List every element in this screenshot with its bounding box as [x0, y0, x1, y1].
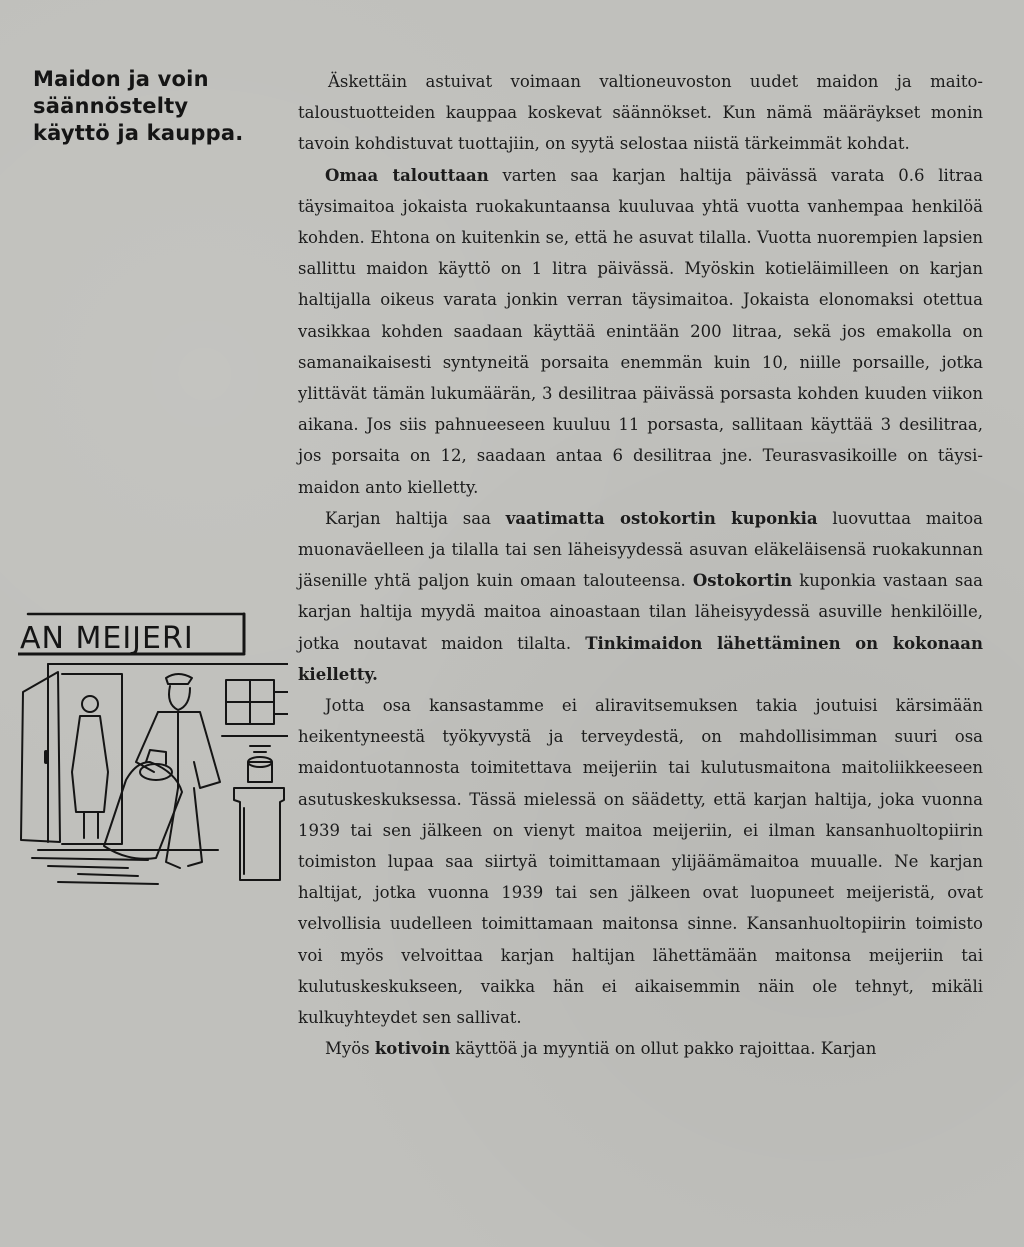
dairy-illustration: [18, 612, 288, 890]
article-body: [298, 66, 983, 1065]
emphasized-text: vaatimatta ostokortin kuponkia: [505, 508, 818, 528]
paragraph-text: varten saa karjan haltija päivässä varata 0.6 litraa täysimaitoa jokaista ruokakuntaansa kuuluvaa yhtä vuotta vanhempaa henkilöä kohden. Ehtona on kuitenkin se, että he asuvat tilalla. Vuotta nuorempien lapsien sallittu maidon käyttö on 1 litra päivässä. Myöskin kotieläimilleen on karjan haltijalla oikeus varata jonkin verran täysimaitoa. Jokaista elonomaksi otettua vasikkaa kohden saadaan käyttää enintään 200 litraa, sekä jos emakolla on samanaikaisesti syntyneitä porsaita enemmän kuin 10, niille porsaille, jotka ylittävät tämän lukumäärän, 3 desilitraa päivässä porsasta kohden kuuden viikon aikana. Jos siis pahnueeseen kuuluu 11 porsasta, sallitaan käyttää 3 desilitraa, jos porsaita on 12, saadaan antaa 6 desilitraa jne. Teurasvasikoille on täysimaidon anto kielletty.: [298, 165, 983, 497]
article-paragraph: [298, 503, 983, 690]
emphasized-text: Omaa talouttaan: [325, 165, 489, 185]
heading-line-1: Maidon ja voin: [33, 67, 209, 91]
side-heading: [33, 66, 283, 147]
emphasized-text: Tinkimaidon lähettäminen on kokonaan kielletty.: [298, 633, 983, 684]
paragraph-text: Äskettäin astuivat voimaan valtioneuvoston uudet maidon ja maitotaloustuotteiden kauppaa koskevat säännökset. Kun nämä määräykset monin tavoin kohdistuvat tuottajiin, on syytä selostaa niistä tärkeimmät kohdat.: [298, 72, 983, 154]
emphasized-text: Ostokortin: [692, 571, 793, 591]
paragraph-text: Myös: [325, 1039, 375, 1059]
paragraph-text: Jotta osa kansastamme ei aliravitsemuksen takia joutuisi kärsimään heikentyneestä työkyvystä ja terveydestä, on mahdollisimman suuri osa maidontuotannosta toimitettava meijeriin tai kulutusmaitona maitoliikkeeseen asutuskeskuksessa. Tässä mielessä on säädetty, että karjan haltija, joka vuonna 1939 tai sen jälkeen on vienyt maitoa meijeriin, ei ilman kansanhuoltopiirin toimiston lupaa saa siirtyä toimittamaan ylijäämämaitoa muualle. Ne karjan haltijat, jotka vuonna 1939 tai sen jälkeen ovat luopuneet meijeristä, ovat velvollisia uudelleen toimittamaan maitonsa sinne. Kansanhuoltopiirin toimisto voi myös velvoittaa karjan haltijan lähettämään maitonsa meijeriin tai kulutuskeskukseen, vaikka hän ei aikaisemmin näin ole tehnyt, mikäli kulkuyhteydet sen sallivat.: [298, 696, 983, 1028]
paragraph-text: Karjan haltija saa: [325, 508, 506, 528]
dairy-drawing: [18, 612, 288, 890]
heading-line-2: säännöstelty: [33, 94, 189, 118]
article-paragraph: [298, 1033, 983, 1064]
paragraph-text: kuponkia vastaan saa karjan haltija myydä maitoa ainoastaan tilan läheisyydessä asuville henkilöille, jotka noutavat maidon tilalta.: [298, 571, 983, 653]
paragraph-text: luovuttaa maitoa muonaväelleen ja tilalla tai sen läheisyydessä asuvan eläkeläisensä ruokakunnan jäsenille yhtä paljon kuin omaan talouteensa.: [298, 508, 984, 591]
emphasized-text: kotivoin: [374, 1039, 451, 1059]
article-paragraph: [298, 690, 983, 1033]
article-paragraph: [298, 66, 983, 160]
article-paragraph: [298, 160, 983, 503]
heading-line-3: käyttö ja kauppa.: [33, 121, 244, 145]
meijeri-sign: AN MEIJERI: [20, 621, 194, 656]
paragraph-text: käyttöä ja myyntiä on ollut pakko rajoittaa. Karjan: [450, 1039, 877, 1059]
